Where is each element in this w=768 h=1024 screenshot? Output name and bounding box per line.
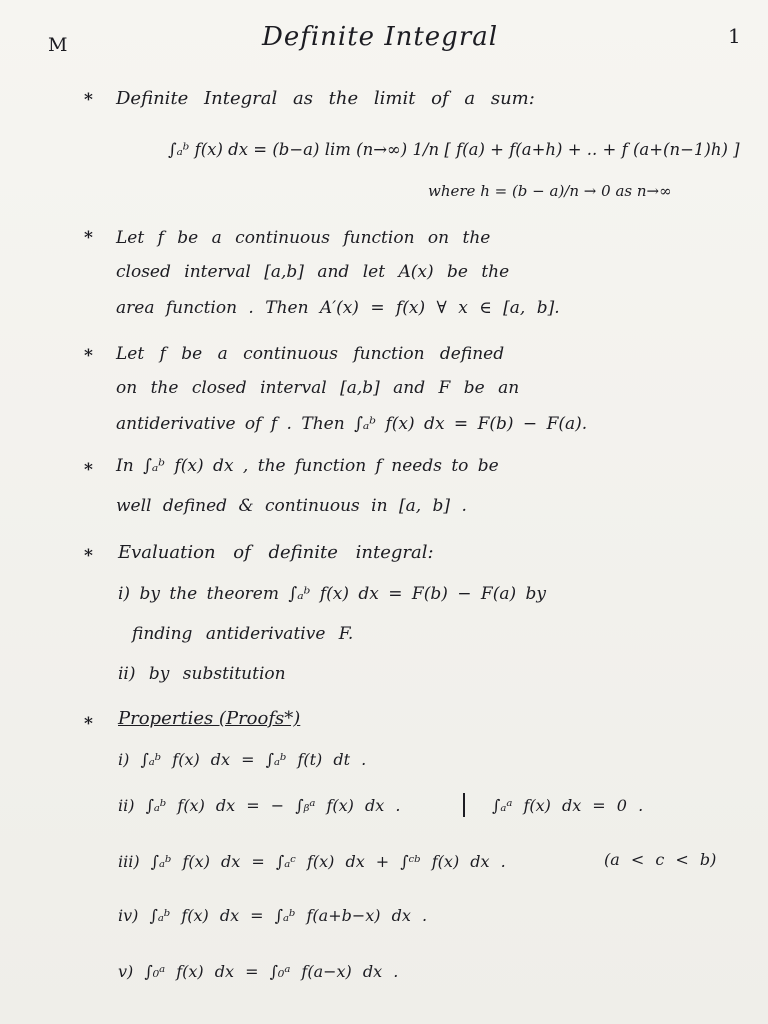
property-v: v) ∫₀ᵃ f(x) dx = ∫₀ᵃ f(a−x) dx . <box>118 962 399 981</box>
bullet-continuity: * <box>84 460 93 480</box>
limit-sum-formula: ∫ₐᵇ f(x) dx = (b−a) lim (n→∞) 1/n [ f(a) + f(a+h) + .. + f (a+(n−1)h) ] <box>168 140 740 159</box>
page-title: Definite Integral <box>262 22 499 52</box>
bullet-limit-sum: * <box>84 90 93 110</box>
limit-sum-heading: Definite Integral as the limit of a sum: <box>116 88 535 109</box>
antiderivative-line-2: on the closed interval [a,b] and F be an <box>116 378 520 398</box>
property-ii-side-note: ∫ₐᵃ f(x) dx = 0 . <box>492 796 644 815</box>
properties-heading: Properties (Proofs*) <box>118 708 301 729</box>
continuity-line-1: In ∫ₐᵇ f(x) dx , the function f needs to be <box>116 456 499 476</box>
divider <box>463 793 465 817</box>
evaluation-item-1: i) by the theorem ∫ₐᵇ f(x) dx = F(b) − F(a) by <box>118 584 546 604</box>
property-ii: ii) ∫ₐᵇ f(x) dx = − ∫ᵦᵃ f(x) dx . <box>118 796 401 815</box>
property-iii: iii) ∫ₐᵇ f(x) dx = ∫ₐᶜ f(x) dx + ∫ᶜᵇ f(x) dx . <box>118 852 506 871</box>
property-iv: iv) ∫ₐᵇ f(x) dx = ∫ₐᵇ f(a+b−x) dx . <box>118 906 428 925</box>
property-iii-side-note: (a < c < b) <box>604 850 717 869</box>
bullet-evaluation: * <box>84 546 93 566</box>
bullet-antiderivative: * <box>84 346 93 366</box>
evaluation-item-2: ii) by substitution <box>118 664 286 684</box>
bullet-properties: * <box>84 714 93 734</box>
evaluation-item-1-cont: finding antiderivative F. <box>132 624 354 644</box>
page-number: 1 <box>728 24 741 48</box>
continuity-line-2: well defined & continuous in [a, b] . <box>116 496 467 516</box>
area-function-line-3: area function . Then A′(x) = f(x) ∀ x ∈ [a, b]. <box>116 298 560 318</box>
page-mark: M <box>48 34 68 56</box>
antiderivative-line-1: Let f be a continuous function defined <box>116 344 505 364</box>
limit-sum-where: where h = (b − a)/n → 0 as n→∞ <box>428 182 672 200</box>
evaluation-heading: Evaluation of definite integral: <box>118 542 434 563</box>
bullet-area-function: * <box>84 228 93 248</box>
area-function-line-2: closed interval [a,b] and let A(x) be the <box>116 262 510 282</box>
property-i: i) ∫ₐᵇ f(x) dx = ∫ₐᵇ f(t) dt . <box>118 750 367 769</box>
area-function-line-1: Let f be a continuous function on the <box>116 228 491 248</box>
antiderivative-line-3: antiderivative of f . Then ∫ₐᵇ f(x) dx = F(b) − F(a). <box>116 414 588 434</box>
